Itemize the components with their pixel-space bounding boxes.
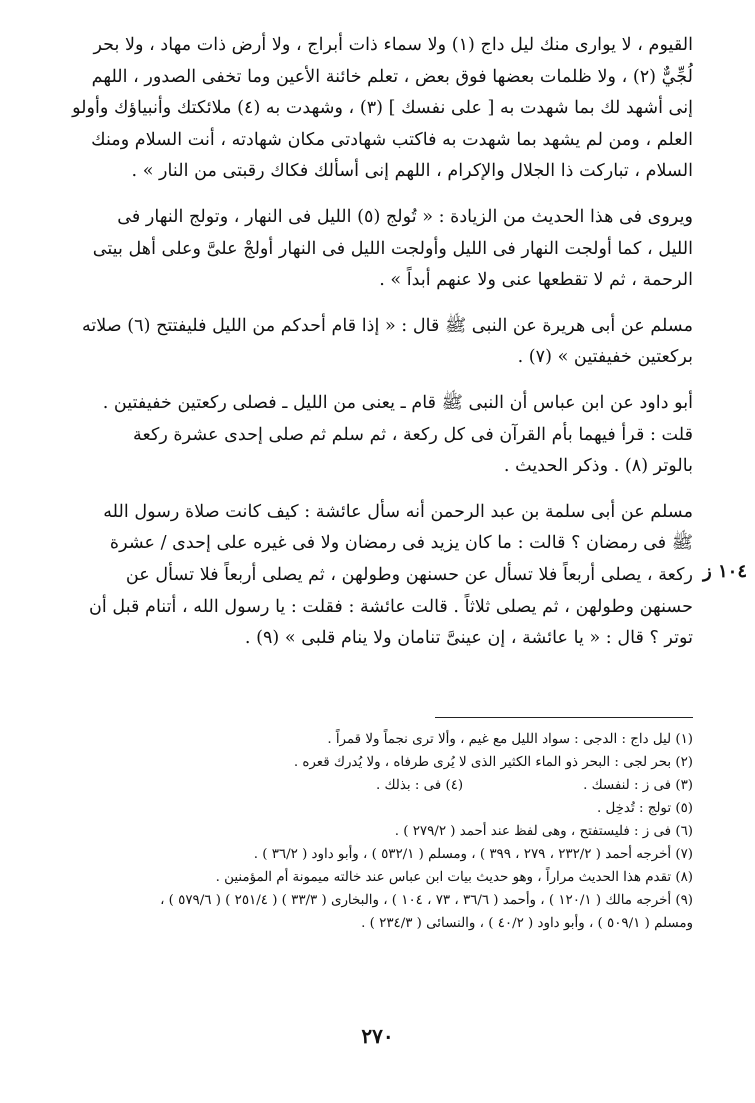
text-line: مسلم عن أبى هريرة عن النبى ﷺ قال : « إذا قام أحدكم من الليل فليفتتح (٦) صلاته [81,315,693,336]
footnote-9-continued: ومسلم ( ٥٠٩/١ ) ، وأبو داود ( ٤٠/٢ ) ، والنسائى ( ٢٣٤/٣ ) . [361,916,693,931]
paragraph-muslim-aisha [53,497,693,655]
text-line: ويروى فى هذا الحديث من الزيادة : « تُولج (٥) الليل فى النهار ، وتولج النهار فى [117,206,693,227]
text-line: أبو داود عن ابن عباس أن النبى ﷺ قام ـ يعنى من الليل ـ فصلى ركعتين خفيفتين . [102,392,693,413]
footnote-2: (٢) بحر لجى : البحر ذو الماء الكثير الذى لا يُرى طرفاه ، ولا يُدرك قعره . [293,755,693,770]
paragraph-dua [53,30,693,188]
footnote-1: (١) ليل داج : الدجى : سواد الليل مع غيم ، وألا ترى نجماً ولا قمراً . [327,732,693,747]
footnote-3: (٣) فى ز : لنفسك . [583,778,693,793]
text-line: ﷺ فى رمضان ؟ قالت : ما كان يزيد فى رمضان ولا فى غيره على إحدى / عشرة [109,533,693,554]
paragraph-muslim-abu-hurayra [53,311,693,374]
footnote-divider [435,717,693,718]
text-line: السلام ، تباركت ذا الجلال والإكرام ، اللهم إنى أسألك فكاك رقبتى من النار » . [131,161,693,182]
text-line: إنى أشهد لك بما شهدت به [ على نفسك ] (٣) ، وشهدت به (٤) ملائكتك وأنبياؤك وأولو [72,98,693,119]
text-line: الليل ، كما أولجت النهار فى الليل وأولجت الليل فى النهار أولجْ علىَّ وعلى أهل بيتى [92,238,693,259]
manuscript-margin-note: ١٠٤ ز [703,561,747,582]
text-line: ركعة ، يصلى أربعاً فلا تسأل عن حسنهن وطولهن ، ثم يصلى أربعاً فلا تسأل عن [125,564,693,585]
text-line: القيوم ، لا يوارى منك ليل داج (١) ولا سماء ذات أبراج ، ولا أرض ذات مهاد ، ولا بحر [93,35,693,55]
text-line: توتر ؟ قال : « يا عائشة ، إن عينىَّ تنامان ولا ينام قلبى » (٩) . [244,628,693,649]
text-line: الرحمة ، ثم لا تقطعها عنى ولا عنهم أبداً » . [379,270,693,291]
text-line: قلت : قرأ فيهما بأم القرآن فى كل ركعة ، ثم سلم ثم صلى إحدى عشرة ركعة [133,424,693,445]
text-line: لُجِّيٌّ (٢) ، ولا ظلمات بعضها فوق بعض ، تعلم خائنة الأعين وما تخفى الصدور ، اللهم [91,66,693,87]
footnote-row-3-4 [53,774,693,797]
footnote-6: (٦) فى ز : فليستفتح ، وهى لفظ عند أحمد ( ٢٧٩/٢ ) . [394,824,693,839]
text-line: العلم ، ومن لم يشهد بما شهدت به فاكتب شهادتى مكان شهادته ، أنت السلام ومنك [91,129,693,150]
footnote-4: (٤) فى : بذلك . [375,778,464,793]
page-number: ٢٧٠ [361,1024,394,1048]
text-line: بركعتين خفيفتين » (٧) . [517,347,693,368]
footnote-9: (٩) أخرجه مالك ( ١٢٠/١ ) ، وأحمد ( ٣٦/٦ ، ٧٣ ، ١٠٤ ) ، والبخارى ( ٣٣/٣ ) ( ٢٥١/٤ ) ( ٥٧٩/٦ ) ، [160,893,693,908]
paragraph-abu-dawud [53,388,693,483]
text-line: بالوتر (٨) . وذكر الحديث . [503,456,693,477]
main-text [53,30,693,655]
footnote-5: (٥) تولج : تُدخِل . [597,801,693,816]
footnotes [53,728,693,935]
text-line: مسلم عن أبى سلمة بن عبد الرحمن أنه سأل عائشة : كيف كانت صلاة رسول الله [103,501,693,522]
paragraph-addition [53,202,693,297]
footnote-8: (٨) تقدم هذا الحديث مراراً ، وهو حديث بيات ابن عباس عند خالته ميمونة أم المؤمنين . [215,870,693,885]
footnote-7: (٧) أخرجه أحمد ( ٢٣٢/٢ ، ٢٧٩ ، ٣٩٩ ) ، ومسلم ( ٥٣٢/١ ) ، وأبو داود ( ٣٦/٢ ) . [253,847,693,862]
text-line: حسنهن وطولهن ، ثم يصلى ثلاثاً . قالت عائشة : فقلت : يا رسول الله ، أتنام قبل أن [89,596,693,617]
